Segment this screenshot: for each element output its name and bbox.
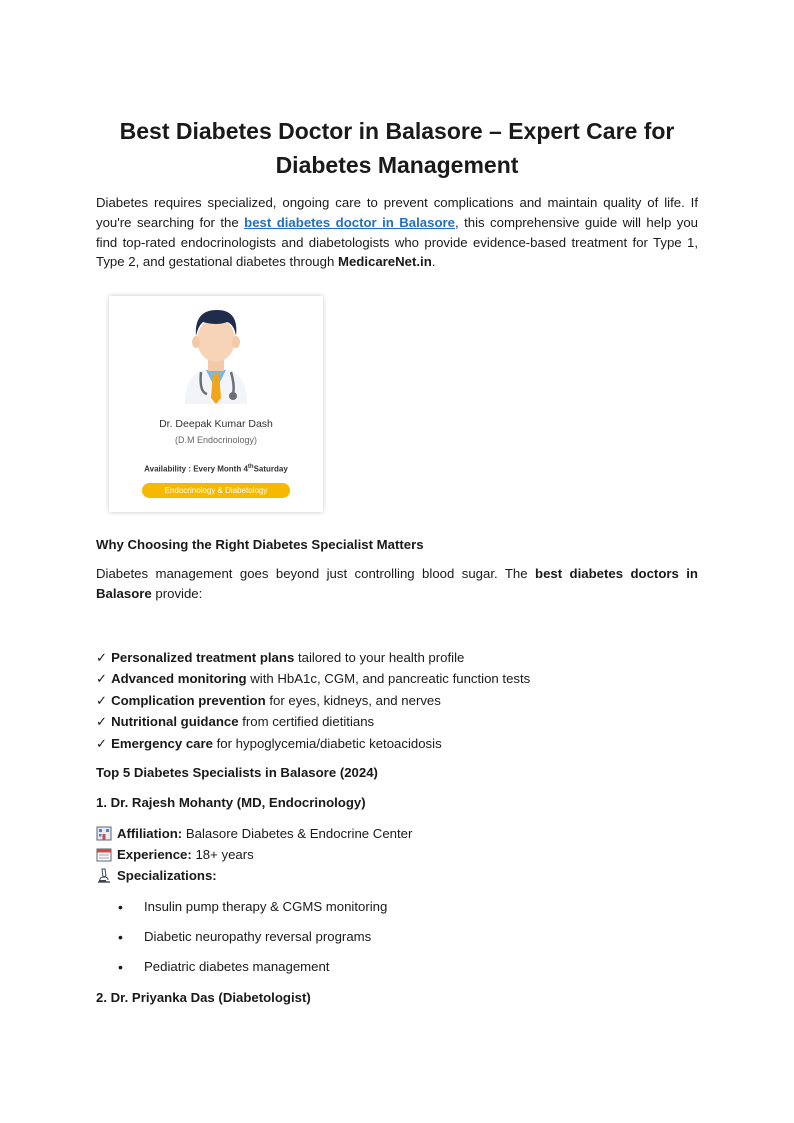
availability-text: Availability : Every Month 4 xyxy=(144,464,248,474)
benefit-title: Advanced monitoring xyxy=(111,671,247,687)
benefit-detail: for eyes, kidneys, and nerves xyxy=(265,692,441,708)
card-doctor-degree: (D.M Endocrinology) xyxy=(174,435,258,445)
specializations-list xyxy=(96,896,387,986)
experience-row xyxy=(96,845,254,865)
why-paragraph xyxy=(96,564,698,603)
list-item: • Insulin pump therapy & CGMS monitoring xyxy=(96,896,387,926)
page-title xyxy=(96,114,698,182)
benefit-title: Nutritional guidance xyxy=(111,714,239,730)
doctor2-heading: 2. Dr. Priyanka Das (Diabetologist) xyxy=(96,990,311,1005)
benefit-title: Complication prevention xyxy=(111,692,266,708)
title-line-1: Best Diabetes Doctor in Balasore – Expert Care for xyxy=(119,118,675,144)
top5-heading: Top 5 Diabetes Specialists in Balasore (2024) xyxy=(96,765,378,780)
doctor-avatar-icon xyxy=(179,304,253,406)
doctor-profile-card xyxy=(109,296,323,512)
affiliation-row xyxy=(96,824,412,844)
benefit-title: Emergency care xyxy=(111,735,213,751)
list-item xyxy=(96,668,698,689)
benefit-detail: for hypoglycemia/diabetic ketoacidosis xyxy=(212,735,442,751)
list-item: • Diabetic neuropathy reversal programs xyxy=(96,926,387,956)
affiliation-value: Balasore Diabetes & Endocrine Center xyxy=(182,826,413,841)
check-icon: ✓ xyxy=(96,671,108,687)
why-end: provide: xyxy=(151,585,203,601)
calendar-icon xyxy=(96,847,112,862)
check-icon: ✓ xyxy=(96,735,108,751)
specializations-label: Specializations: xyxy=(117,868,217,883)
why-text: Diabetes management goes beyond just controlling blood sugar. The xyxy=(96,566,536,581)
list-item xyxy=(96,733,698,754)
check-icon: ✓ xyxy=(96,714,108,730)
list-item xyxy=(96,711,698,732)
list-item: • Pediatric diabetes management xyxy=(96,956,387,986)
availability-ordinal: th xyxy=(247,464,254,470)
specializations-row xyxy=(96,866,217,886)
intro-text: Diabetes requires specialized, ongoing care to prevent complications and maintain quality of life. If you're searching for the xyxy=(96,195,698,230)
experience-label: Experience: xyxy=(117,847,192,862)
title-line-2: Diabetes Management xyxy=(275,152,519,178)
hospital-icon xyxy=(96,826,112,841)
card-availability xyxy=(109,464,323,474)
benefit-detail: tailored to your health profile xyxy=(294,650,465,665)
experience-value: 18+ years xyxy=(191,847,254,862)
check-icon: ✓ xyxy=(96,692,108,708)
list-item xyxy=(96,647,698,668)
benefit-title: Personalized treatment plans xyxy=(111,650,295,665)
availability-day: Saturday xyxy=(253,464,288,474)
brand-name: MedicareNet.in xyxy=(337,254,432,270)
affiliation-label: Affiliation: xyxy=(117,826,183,841)
benefit-detail: with HbA1c, CGM, and pancreatic function tests xyxy=(246,671,531,687)
doctor1-heading: 1. Dr. Rajesh Mohanty (MD, Endocrinology) xyxy=(96,795,366,810)
benefits-checklist xyxy=(96,647,698,754)
check-icon: ✓ xyxy=(96,650,108,665)
benefit-detail: from certified dietitians xyxy=(238,714,375,730)
card-specialty-badge: Endocrinology & Diabetology xyxy=(142,483,290,498)
intro-end: . xyxy=(431,254,436,270)
best-diabetes-doctor-link[interactable]: best diabetes doctor in Balasore xyxy=(244,214,455,230)
why-bold: best diabetes doctors in Balasore xyxy=(96,566,698,601)
intro-text-continued: , this comprehensive guide will help you find top-rated endocrinologists and diabetologists who provide evidence-based treatment for Type 1, Type 2, and gestational diabetes through xyxy=(96,214,698,270)
list-item xyxy=(96,690,698,711)
intro-paragraph xyxy=(96,193,698,272)
microscope-icon xyxy=(96,868,112,883)
why-heading: Why Choosing the Right Diabetes Specialist Matters xyxy=(96,537,424,552)
card-doctor-name: Dr. Deepak Kumar Dash xyxy=(159,418,273,430)
